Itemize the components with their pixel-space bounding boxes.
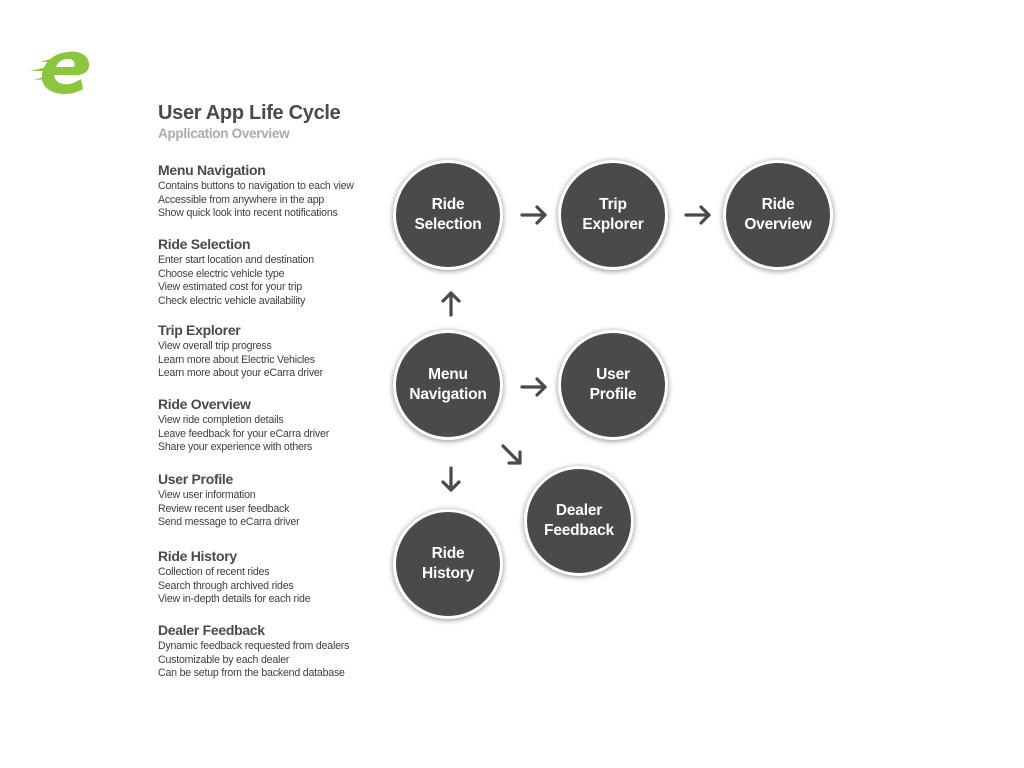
node-label-line: Dealer	[555, 502, 603, 519]
arrow-up-icon	[443, 293, 459, 315]
section-item: Check electric vehicle availability	[158, 294, 306, 307]
node-ride-history[interactable]	[393, 509, 503, 619]
section-title: Ride Overview	[158, 396, 251, 412]
section-item: View estimated cost for your trip	[158, 281, 302, 293]
arrow-right-icon	[686, 207, 709, 223]
page-subtitle: Application Overview	[158, 126, 290, 141]
section-item: Customizable by each dealer	[158, 653, 290, 666]
page-title: User App Life Cycle	[158, 102, 341, 124]
node-label-line: Trip	[599, 196, 627, 213]
section-item: Contains buttons to navigation to each view	[158, 180, 354, 192]
node-label-line: Feedback	[544, 522, 614, 539]
section-title: Trip Explorer	[158, 322, 241, 338]
node-label-line: Ride	[431, 196, 465, 213]
node-label-line: Explorer	[582, 216, 644, 233]
node-label-line: Profile	[589, 386, 637, 403]
arrow-right-icon	[522, 379, 545, 395]
node-ride-selection[interactable]	[393, 160, 503, 270]
section-item: Send message to eCarra driver	[158, 516, 300, 528]
section-title: Dealer Feedback	[158, 622, 265, 638]
arrow-down-right-icon	[503, 446, 520, 463]
node-user-profile[interactable]	[558, 330, 668, 440]
section-item: Share your experience with others	[158, 441, 313, 453]
section-item: Learn more about your eCarra driver	[158, 367, 323, 379]
section-item: Can be setup from the backend database	[158, 667, 345, 679]
arrow-down-icon	[443, 468, 459, 490]
section-item: View ride completion details	[158, 414, 284, 426]
node-trip-explorer[interactable]	[558, 160, 668, 270]
section-item: Choose electric vehicle type	[158, 267, 285, 280]
node-label-line: Ride	[761, 196, 795, 213]
node-label-line: User	[596, 366, 630, 383]
section-title: Ride Selection	[158, 236, 251, 252]
section-item: View overall trip progress	[158, 340, 272, 352]
section-item: Search through archived rides	[158, 579, 294, 592]
section-item: Learn more about Electric Vehicles	[158, 353, 315, 366]
node-label-line: Navigation	[409, 386, 487, 403]
section-item: Enter start location and destination	[158, 254, 314, 266]
arrow-right-icon	[522, 207, 545, 223]
section-item: Dynamic feedback requested from dealers	[158, 640, 350, 652]
node-label-line: Ride	[431, 545, 465, 562]
section-item: Review recent user feedback	[158, 502, 290, 515]
section-title: Menu Navigation	[158, 162, 266, 178]
section-item: Accessible from anywhere in the app	[158, 193, 325, 206]
node-menu-navigation[interactable]	[393, 330, 503, 440]
node-dealer-feedback[interactable]	[524, 466, 634, 576]
section-item: Leave feedback for your eCarra driver	[158, 427, 330, 440]
section-title: User Profile	[158, 471, 233, 487]
node-ride-overview[interactable]	[723, 160, 833, 270]
section-item: Show quick look into recent notifications	[158, 207, 338, 219]
section-title: Ride History	[158, 548, 237, 564]
section-item: Collection of recent rides	[158, 566, 270, 578]
section-item: View user information	[158, 489, 256, 501]
node-label-line: Overview	[744, 216, 812, 233]
node-label-line: Menu	[428, 366, 468, 383]
section-item: View in-depth details for each ride	[158, 593, 311, 605]
node-label-line: History	[421, 565, 474, 582]
node-label-line: Selection	[414, 216, 482, 233]
